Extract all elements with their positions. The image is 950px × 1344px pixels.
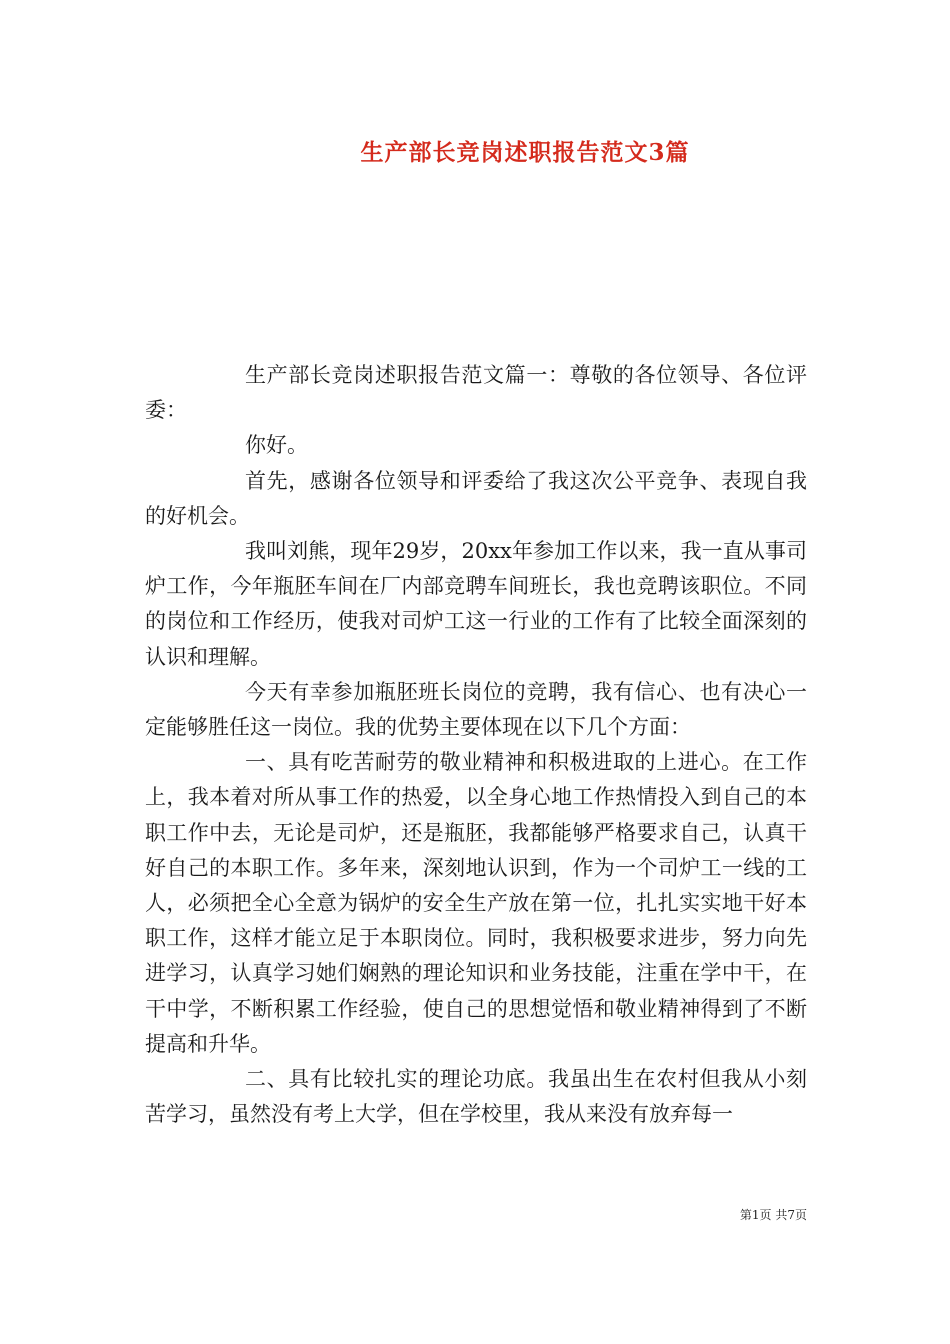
paragraph-point-two: 二、具有比较扎实的理论功底。我虽出生在农村但我从小刻苦学习，虽然没有考上大学，但在学校里，我从来没有放弃每一 — [145, 1067, 807, 1127]
document-body — [145, 358, 807, 1132]
paragraph-thanks: 首先，感谢各位领导和评委给了我这次公平竞争、表现自我的好机会。 — [145, 468, 807, 528]
page-number-footer: 第1页 共7页 — [739, 1208, 807, 1222]
paragraph-confidence: 今天有幸参加瓶胚班长岗位的竞聘，我有信心、也有决心一定能够胜任这一岗位。我的优势主要体现在以下几个方面： — [145, 679, 807, 740]
paragraph-salutation: 生产部长竞岗述职报告范文篇一：尊敬的各位领导、各位评委： — [145, 363, 807, 423]
paragraph-greeting: 你好。 — [245, 433, 308, 458]
paragraph-self-intro: 我叫刘熊，现年29岁，20xx年参加工作以来，我一直从事司炉工作，今年瓶胚车间在厂内部竞聘车间班长，我也竞聘该职位。不同的岗位和工作经历，使我对司炉工这一行业的工作有了比较全面深刻的认识和理解。 — [145, 539, 807, 669]
paragraph-point-one: 一、具有吃苦耐劳的敬业精神和积极进取的上进心。在工作上，我本着对所从事工作的热爱，以全身心地工作热情投入到自己的本职工作中去，无论是司炉，还是瓶胚，我都能够严格要求自己，认真干好自己的本职工作。多年来，深刻地认识到，作为一个司炉工一线的工人，必须把全心全意为锅炉的安全生产放在第一位，扎扎实实地干好本职工作，这样才能立足于本职岗位。同时，我积极要求进步，努力向先进学习，认真学习她们娴熟的理论知识和业务技能，注重在学中干，在干中学，不断积累工作经验，使自己的思想觉悟和敬业精神得到了不断提高和升华。 — [145, 750, 807, 1056]
document-title: 生产部长竞岗述职报告范文3篇 — [360, 139, 690, 166]
